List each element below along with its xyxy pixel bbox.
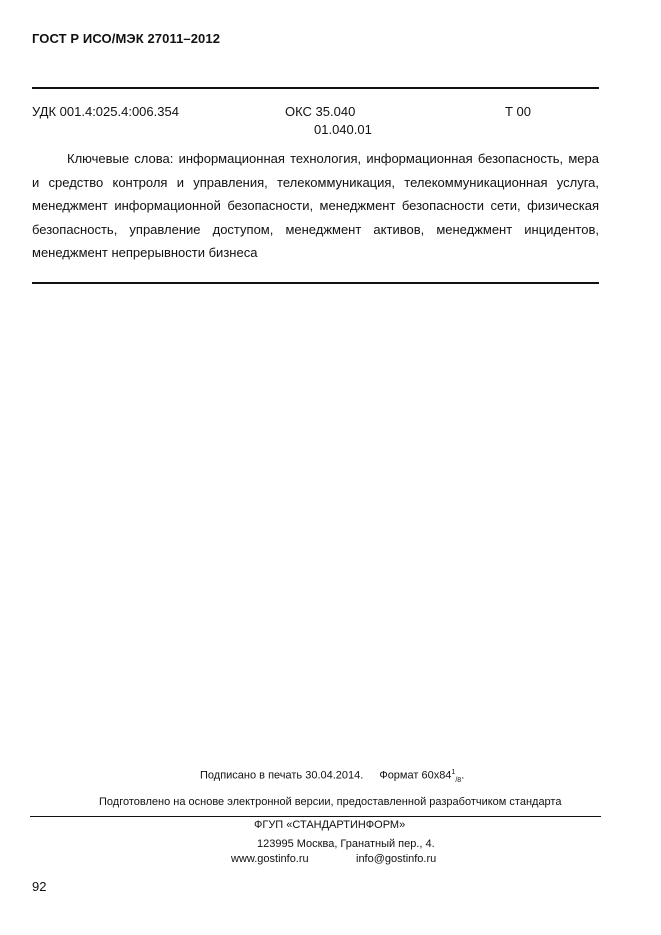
imprint-divider <box>30 816 601 817</box>
publisher-address: 123995 Москва, Гранатный пер., 4. <box>257 838 435 850</box>
format-superscript: 1 <box>451 769 456 776</box>
signed-date: Подписано в печать 30.04.2014. <box>200 769 364 782</box>
keywords-paragraph: Ключевые слова: информационная технология, информационная безопасность, мера и средство контроля и управления, телекоммуникация, телекоммуникационная услуга, менеджмент информационной безопасности, менеджмент безопасности сети, физическая безопасность, управление доступом, менеджмент активов, менеджмент инцидентов, менеджмент непрерывности бизнеса <box>32 151 599 261</box>
top-divider <box>32 87 599 89</box>
publisher-email[interactable]: info@gostinfo.ru <box>356 853 437 865</box>
document-title: ГОСТ Р ИСО/МЭК 27011–2012 <box>32 31 221 46</box>
oks-code-secondary: 01.040.01 <box>314 122 372 137</box>
format-subscript: /8 <box>455 776 462 784</box>
format-suffix: . <box>461 769 465 782</box>
oks-code: ОКС 35.040 <box>285 104 356 119</box>
signed-line <box>200 769 464 784</box>
page-number: 92 <box>32 879 47 894</box>
format-prefix: Формат 60x84 <box>379 769 452 782</box>
udk-code: УДК 001.4:025.4:006.354 <box>32 104 179 119</box>
publisher-website[interactable]: www.gostinfo.ru <box>231 853 309 865</box>
prepared-note: Подготовлено на основе электронной версии, предоставленной разработчиком стандарта <box>99 796 562 808</box>
middle-divider <box>32 282 599 284</box>
publisher-name: ФГУП «СТАНДАРТИНФОРМ» <box>254 819 406 831</box>
category-code: Т 00 <box>505 104 532 119</box>
